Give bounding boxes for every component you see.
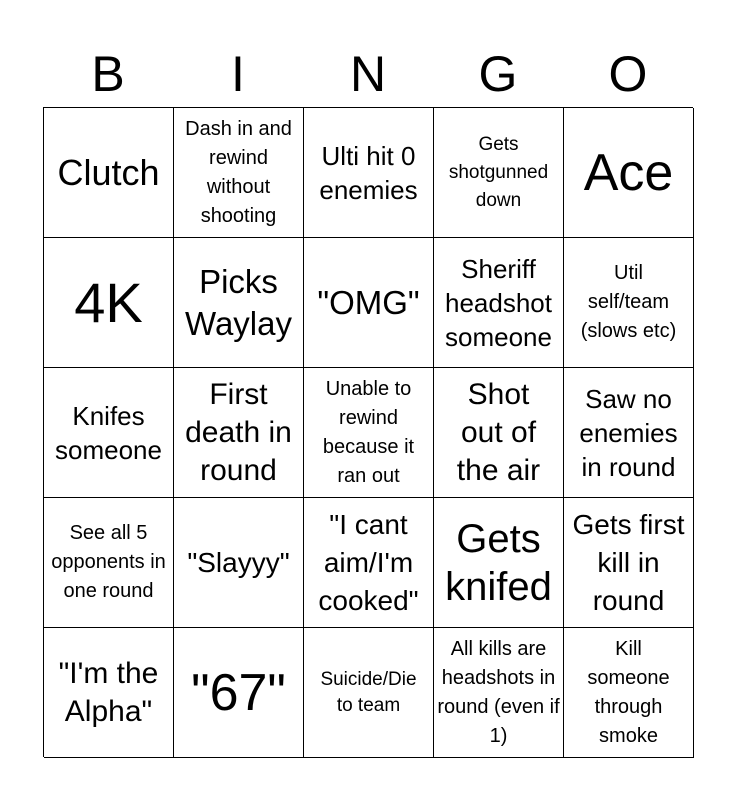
bingo-cell[interactable] <box>44 368 174 498</box>
bingo-cell[interactable] <box>174 108 304 238</box>
cell-text: Gets knifed <box>445 516 552 609</box>
bingo-cell[interactable] <box>304 628 434 758</box>
cell-text: Clutch <box>57 151 160 193</box>
header-letter-b: B <box>91 46 125 102</box>
cell-text: "67" <box>191 663 286 722</box>
cell-text: "I'm the Alpha" <box>58 656 159 728</box>
cell-text: Sheriff headshot someone <box>445 253 552 352</box>
bingo-cell[interactable] <box>434 498 564 628</box>
bingo-cell[interactable] <box>174 238 304 368</box>
bingo-cell[interactable] <box>174 368 304 498</box>
cell-text: Util self/team (slows etc) <box>580 262 677 342</box>
cell-text: Knifes someone <box>55 400 162 465</box>
cell-text: Unable to rewind because it ran out <box>322 377 415 487</box>
header-letter-g: G <box>478 46 518 102</box>
bingo-cell[interactable] <box>304 108 434 238</box>
bingo-cell[interactable] <box>44 108 174 238</box>
cell-text: Ulti hit 0 enemies <box>319 140 418 205</box>
bingo-cell[interactable] <box>564 108 694 238</box>
cell-text: Gets first kill in round <box>572 508 685 616</box>
bingo-cell[interactable] <box>564 628 694 758</box>
cell-text: Saw no enemies in round <box>579 383 678 482</box>
cell-text: Dash in and rewind without shooting <box>185 117 292 227</box>
header-letter-o: O <box>608 46 648 102</box>
cell-text: "Slayyy" <box>187 546 290 578</box>
bingo-cell[interactable] <box>44 628 174 758</box>
bingo-cell[interactable] <box>564 498 694 628</box>
bingo-cell[interactable] <box>174 628 304 758</box>
cell-text: See all 5 opponents in one round <box>51 522 166 602</box>
cell-text: Ace <box>583 143 674 202</box>
bingo-cell[interactable] <box>434 238 564 368</box>
cell-text: Picks Waylay <box>185 262 292 342</box>
cell-text: "OMG" <box>317 283 420 321</box>
cell-text: 4K <box>74 270 143 334</box>
header-letter-n: N <box>349 46 387 102</box>
bingo-cell[interactable] <box>434 628 564 758</box>
bingo-cell[interactable] <box>174 498 304 628</box>
bingo-header <box>43 40 693 108</box>
bingo-board <box>43 107 693 757</box>
bingo-cell[interactable] <box>304 238 434 368</box>
cell-text: Shot out of the air <box>456 377 541 487</box>
bingo-cell[interactable] <box>44 238 174 368</box>
bingo-cell[interactable] <box>564 238 694 368</box>
header-letter-i: I <box>231 46 245 102</box>
bingo-cell[interactable] <box>304 498 434 628</box>
bingo-cell[interactable] <box>564 368 694 498</box>
cell-text: All kills are headshots in round (even if 1) <box>437 637 560 747</box>
cell-text: Suicide/Die to team <box>320 668 417 716</box>
bingo-cell[interactable] <box>304 368 434 498</box>
cell-text: "I cant aim/I'm cooked" <box>318 508 419 616</box>
bingo-cell[interactable] <box>434 368 564 498</box>
cell-text: Kill someone through smoke <box>587 637 670 747</box>
bingo-cell[interactable] <box>44 498 174 628</box>
cell-text: First death in round <box>185 377 292 487</box>
bingo-cell[interactable] <box>434 108 564 238</box>
cell-text: Gets shotgunned down <box>448 133 549 211</box>
